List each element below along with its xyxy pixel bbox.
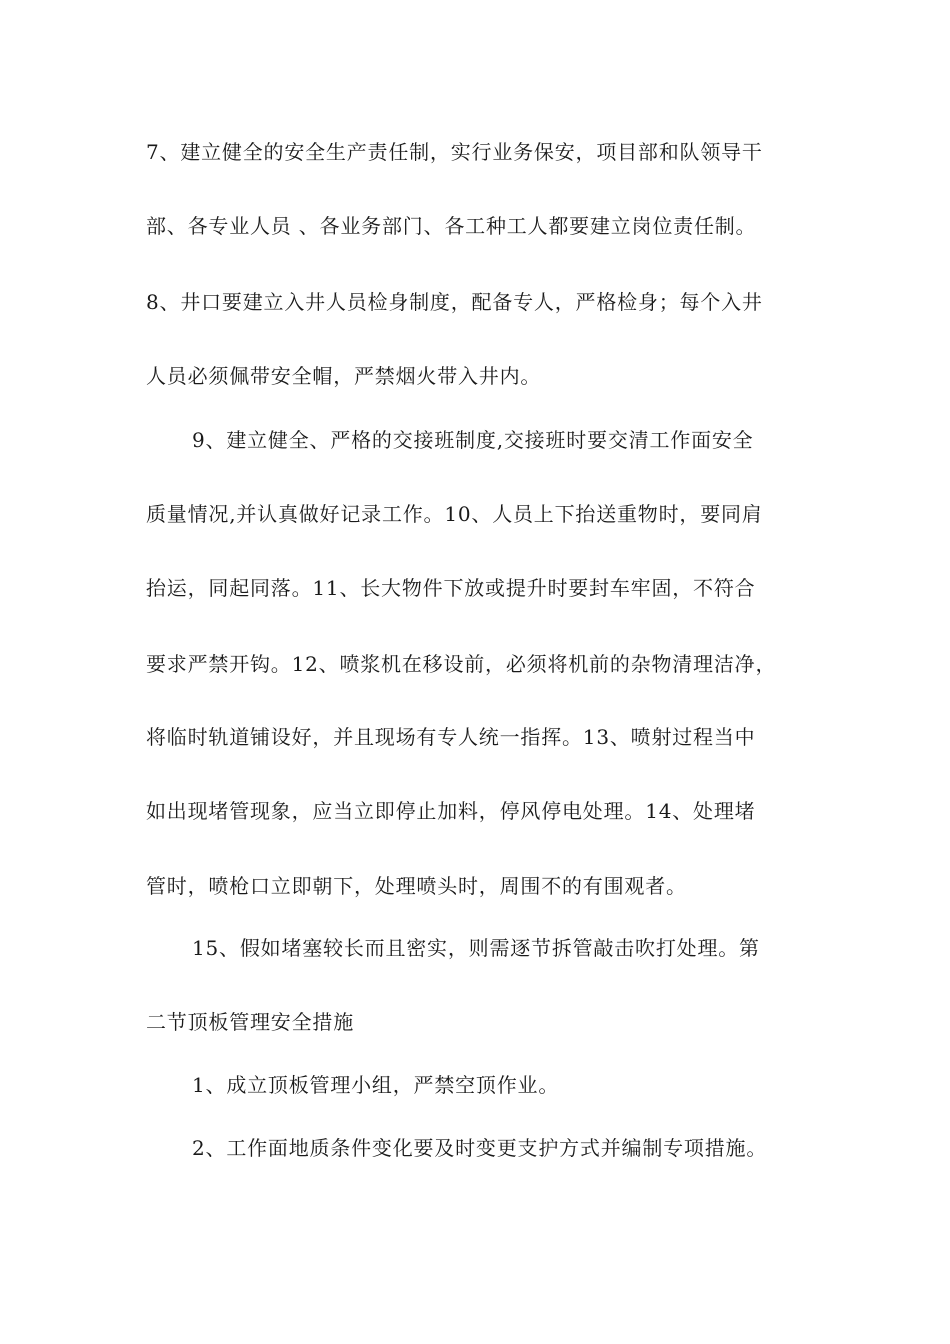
- paragraph-line: 7、建立健全的安全生产责任制，实行业务保安，项目部和队领导干: [146, 140, 763, 164]
- paragraph-line: 要求严禁开钩。12、喷浆机在移设前，必须将机前的杂物清理洁净，: [146, 652, 777, 676]
- paragraph-line: 部、各专业人员 、各业务部门、各工种工人都要建立岗位责任制。: [146, 214, 757, 238]
- paragraph-line: 1、成立顶板管理小组，严禁空顶作业。: [192, 1073, 560, 1097]
- paragraph-line: 抬运，同起同落。11、长大物件下放或提升时要封车牢固，不符合: [146, 576, 756, 600]
- paragraph-line: 质量情况,并认真做好记录工作。10、人员上下抬送重物时，要同肩: [146, 502, 763, 526]
- paragraph-line: 8、井口要建立入井人员检身制度，配备专人，严格检身；每个入井: [146, 290, 763, 314]
- paragraph-line: 将临时轨道铺设好，并且现场有专人统一指挥。13、喷射过程当中: [146, 725, 756, 749]
- paragraph-line: 如出现堵管现象，应当立即停止加料，停风停电处理。14、处理堵: [146, 799, 756, 823]
- paragraph-line: 人员必须佩带安全帽，严禁烟火带入井内。: [146, 364, 542, 388]
- paragraph-line: 15、假如堵塞较长而且密实，则需逐节拆管敲击吹打处理。第: [192, 936, 760, 960]
- paragraph-line: 9、建立健全、严格的交接班制度,交接班时要交清工作面安全: [192, 428, 754, 452]
- section-heading-line: 二节顶板管理安全措施: [146, 1010, 354, 1034]
- paragraph-line: 2、工作面地质条件变化要及时变更支护方式并编制专项措施。: [192, 1136, 768, 1160]
- paragraph-line: 管时，喷枪口立即朝下，处理喷头时，周围不的有围观者。: [146, 874, 687, 898]
